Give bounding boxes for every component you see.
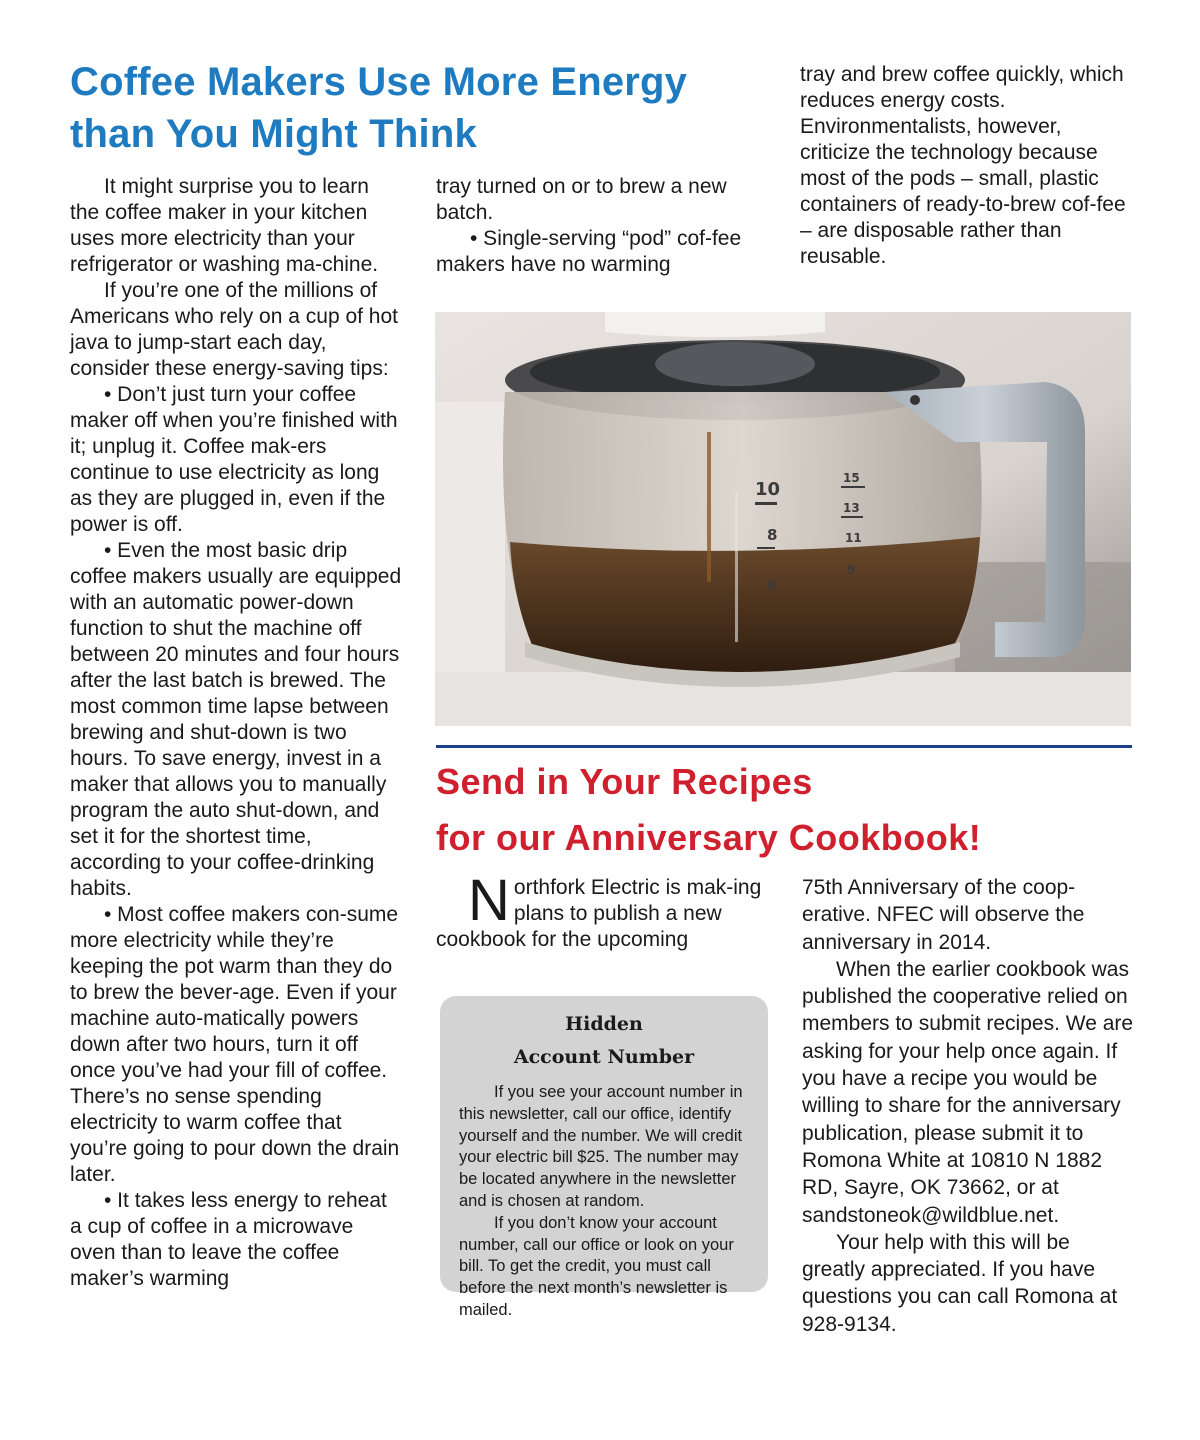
- article-column-3: [800, 62, 1132, 270]
- carafe-mark: 10: [755, 479, 781, 500]
- paragraph: When the earlier cookbook was published the cooperative relied on members to submit recipes. We are asking for your help once again. If you have a recipe you would be willing to share for the anniversary publication, please submit it to Romona White at 10810 N 1882 RD, Sayre, OK 73662, or at sandstoneok@wildblue.net.: [802, 957, 1134, 1227]
- article-headline: [70, 56, 790, 160]
- paragraph: It might surprise you to learn the coffee maker in your kitchen uses more electricity than your refrigerator or washing ma-chine.: [70, 175, 379, 276]
- carafe-mark: 13: [843, 501, 860, 515]
- sidebar-title-line-2: Account Number: [513, 1046, 695, 1068]
- paragraph: If you don’t know your account number, call our office or look on your bill. To get the credit, you must call before the next month’s newsletter is mailed.: [459, 1213, 734, 1319]
- paragraph: Your help with this will be greatly appreciated. If you have questions you can call Romona at 928-9134.: [802, 1230, 1118, 1336]
- paragraph: If you see your account number in this newsletter, call our office, identify yourself and the number. We will credit your electric bill $25. The number may be located anywhere in the newsletter and is chosen at random.: [459, 1083, 743, 1210]
- paragraph: tray turned on or to brew a new batch.: [436, 175, 727, 224]
- recipes-column-2: [802, 874, 1134, 1338]
- carafe-mark: 6: [767, 578, 777, 594]
- sidebar-title: [440, 1008, 768, 1074]
- headline-line-1: Send in Your Recipes: [436, 761, 813, 802]
- headline-line-1: Coffee Makers Use More Energy: [70, 60, 688, 104]
- coffee-pot-photo: [435, 312, 1131, 726]
- article-column-1: [70, 174, 402, 1292]
- tip-paragraph: • Don’t just turn your coffee maker off when you’re finished with it; unplug it. Coffee mak-ers continue to use electricity as long as they are plugged in, even if the power is off.: [70, 383, 398, 536]
- carafe-mark: 8: [767, 526, 778, 544]
- recipes-column-1: [436, 868, 772, 953]
- tip-paragraph: • Even the most basic drip coffee makers usually are equipped with an automatic power-down function to shut the machine off between 20 minutes and four hours after the last batch is brewed. The most common time lapse between brewing and shut-down is two hours. To save energy, invest in a maker that allows you to manually program the auto shut-down, and set it for the shortest time, according to your coffee-drinking habits.: [70, 539, 402, 900]
- paragraph: orthfork Electric is mak-ing plans to publish a new cookbook for the upcoming: [436, 876, 762, 951]
- carafe-mark: 11: [845, 531, 862, 545]
- carafe-mark: 9: [847, 563, 856, 577]
- paragraph: 75th Anniversary of the coop-erative. NFEC will observe the anniversary in 2014.: [802, 876, 1085, 954]
- sidebar-title-line-1: Hidden: [565, 1013, 643, 1035]
- paragraph: tray and brew coffee quickly, which reduces energy costs. Environmentalists, however, criticize the technology because most of the pods – small, plastic containers of ready-to-brew cof-fee – are disposable rather than reusable.: [800, 63, 1126, 268]
- tip-paragraph: • Single-serving “pod” cof-fee makers have no warming: [436, 227, 742, 276]
- paragraph: If you’re one of the millions of Americans who rely on a cup of hot java to jump-start each day, consider these energy-saving tips:: [70, 279, 399, 380]
- tip-paragraph: • It takes less energy to reheat a cup of coffee in a microwave oven than to leave the coffee maker’s warming: [70, 1189, 387, 1290]
- sidebar-body: [459, 1082, 757, 1322]
- drop-cap: N: [468, 868, 510, 933]
- hidden-account-sidebar: [440, 996, 768, 1319]
- tip-paragraph: • Most coffee makers con-sume more electricity while they’re keeping the pot warm than they do to brew the bever-age. Even if your machine auto-matically powers down after two hours, turn it off once you’ve had your fill of coffee. There’s no sense spending electricity to warm coffee that you’re going to pour down the drain later.: [70, 903, 400, 1186]
- headline-line-2: than You Might Think: [70, 112, 477, 156]
- article-column-2: [436, 174, 768, 278]
- headline-line-2: for our Anniversary Cookbook!: [436, 817, 982, 858]
- carafe-mark: 15: [843, 471, 860, 485]
- section-divider: [436, 745, 1132, 748]
- recipes-headline: [436, 754, 1136, 866]
